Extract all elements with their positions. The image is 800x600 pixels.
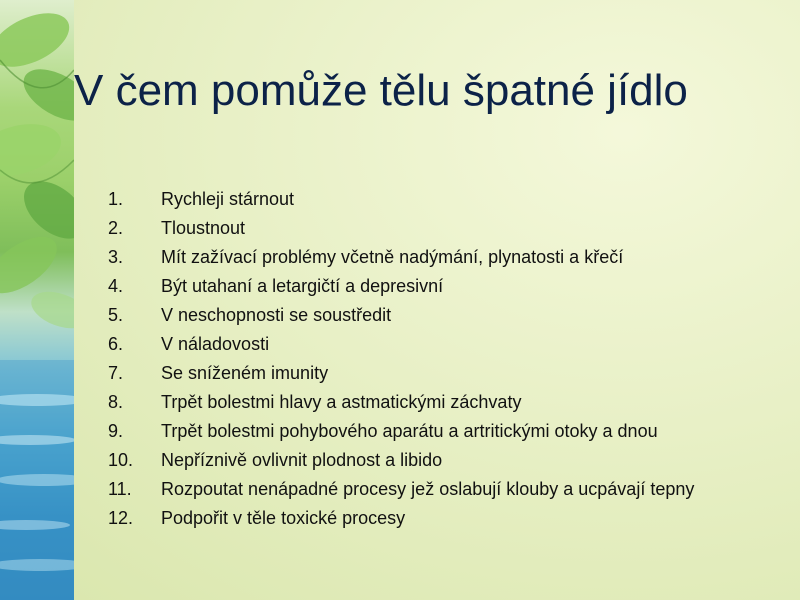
list-item-number: 11.	[108, 479, 132, 499]
list-item-number: 5.	[108, 305, 124, 325]
list-item	[108, 330, 788, 359]
list-item	[108, 417, 788, 446]
list-item	[108, 214, 788, 243]
list-item-text: Mít zažívací problémy včetně nadýmání, plynatosti a křečí	[161, 247, 624, 267]
list-item-text: Se sníženém imunity	[161, 363, 329, 383]
leaves-and-water-image	[0, 0, 74, 600]
list-item-number: 1.	[108, 189, 124, 209]
list-item	[108, 475, 788, 504]
list-item-text: V náladovosti	[161, 334, 270, 354]
list-item-text: Trpět bolestmi hlavy a astmatickými záchvaty	[161, 392, 522, 412]
numbered-list	[108, 185, 788, 533]
list-item-number: 3.	[108, 247, 124, 267]
list-item-text: Nepříznivě ovlivnit plodnost a libido	[161, 450, 443, 470]
list-item-text: Být utahaní a letargičtí a depresivní	[161, 276, 444, 296]
list-item-number: 10.	[108, 450, 134, 470]
list-item-number: 4.	[108, 276, 124, 296]
list-item-number: 6.	[108, 334, 124, 354]
list-item	[108, 272, 788, 301]
list-item	[108, 446, 788, 475]
list-item-number: 2.	[108, 218, 124, 238]
slide-title: V čem pomůže tělu špatné jídlo	[74, 66, 688, 115]
list-item	[108, 359, 788, 388]
list-item	[108, 301, 788, 330]
list-item	[108, 243, 788, 272]
list-item-text: Podpořit v těle toxické procesy	[161, 508, 406, 528]
list-item-text: Trpět bolestmi pohybového aparátu a artritickými otoky a dnou	[161, 421, 658, 441]
list-item	[108, 388, 788, 417]
list-item-number: 8.	[108, 392, 124, 412]
leaves-water-graphic	[0, 0, 74, 600]
list-item	[108, 185, 788, 214]
list-item-text: V neschopnosti se soustředit	[161, 305, 392, 325]
list-item-text: Rychleji stárnout	[161, 189, 295, 209]
list-item-number: 9.	[108, 421, 124, 441]
list-item-text: Rozpoutat nenápadné procesy jež oslabují klouby a ucpávají tepny	[161, 479, 695, 499]
list-item	[108, 504, 788, 533]
list-item-number: 12.	[108, 508, 134, 528]
list-item-number: 7.	[108, 363, 124, 383]
list-item-text: Tloustnout	[161, 218, 246, 238]
